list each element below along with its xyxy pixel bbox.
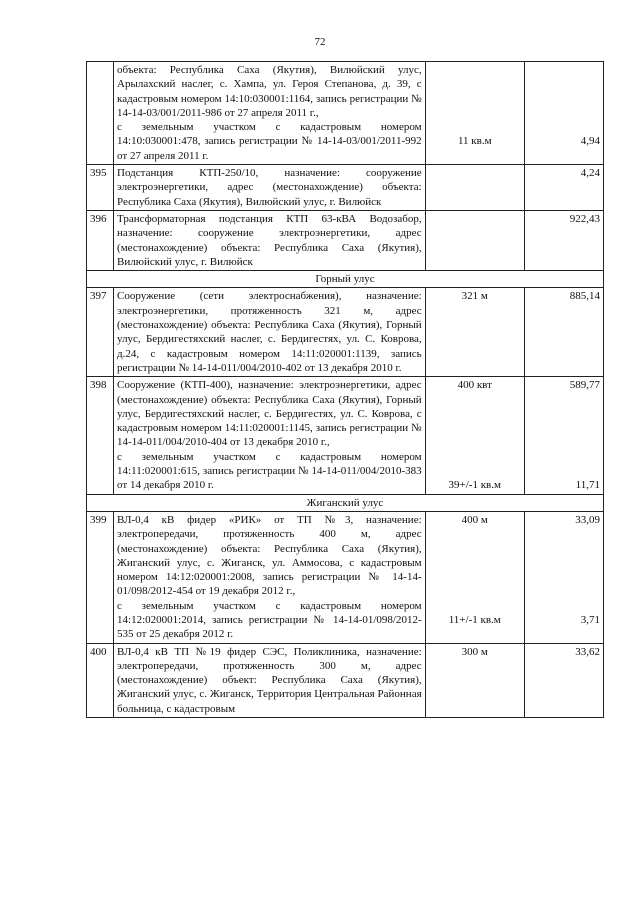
amount-value: 3,71 <box>580 613 600 626</box>
quantity-value: 11+/-1 кв.м <box>448 613 501 626</box>
value-cell <box>524 210 603 270</box>
description-part: объекта: Республика Саха (Якутия), Вилюйский улус, Арылахский наслег, с. Хампа, ул. Героя Степанова, д. 39, с кадастровым номером 14:10:030001:1164, запись регистрации № 14-14-03/001/2011-986 от 27 апреля 2011 г., <box>117 64 422 119</box>
table-row <box>87 62 604 165</box>
table-row <box>87 377 604 494</box>
quantity-cell <box>425 643 524 717</box>
quantity-value: 321 м <box>461 290 488 303</box>
amount-value: 4,94 <box>580 135 600 148</box>
amount-value: 885,14 <box>569 290 600 303</box>
row-number: 395 <box>87 165 114 211</box>
quantity-value: 39+/-1 кв.м <box>448 479 501 492</box>
quantity-cell <box>425 165 524 211</box>
object-description <box>114 210 426 270</box>
row-number <box>87 62 114 165</box>
quantity-cell <box>425 288 524 377</box>
table-row <box>87 288 604 377</box>
quantity-cell <box>425 511 524 643</box>
description-part: с земельным участком с кадастровым номером 14:10:030001:478, запись регистрации № 14-14-03/001/2011-992 от 27 апреля 2011 г. <box>117 121 422 162</box>
amount-value: 11,71 <box>575 479 600 492</box>
table-row <box>87 210 604 270</box>
description-part: ВЛ-0,4 кВ ТП №19 фидер СЭС, Поликлиника, назначение: электропередачи, протяженность 300 м, адрес (местонахождение) объект: Республика Саха (Якутия), Жиганский улус, с. Жиганск, Территория Центральная Районная больница, с кадастровым <box>117 645 422 715</box>
object-description <box>114 62 426 165</box>
object-description <box>114 165 426 211</box>
row-number: 396 <box>87 210 114 270</box>
quantity-cell <box>425 62 524 165</box>
region-header-row <box>87 271 604 288</box>
quantity-value: 300 м <box>461 645 488 658</box>
description-part: Подстанция КТП-250/10, назначение: сооружение электроэнергетики, адрес (местонахождение) объекта: Республика Саха (Якутия), Вилюйский улус, г. Вилюйск <box>117 167 422 208</box>
description-part: с земельным участком с кадастровым номером 14:11:020001:615, запись регистрации № 14-14-011/004/2010-383 от 14 декабря 2010 г. <box>117 450 422 492</box>
object-description <box>114 511 426 643</box>
quantity-value: 11 кв.м <box>457 135 492 148</box>
amount-value: 33,09 <box>575 513 600 526</box>
description-part: Сооружение (КТП-400), назначение: электроэнергетики, адрес (местонахождение) объекта: Республика Саха (Якутия), Горный улус, Бердигестяхский наслег, с. Бердигестях, ул. С. Коврова, с кадастровым номером 14:11:020001:1145, запись регистрации № 14-14-011/004/2010-404 от 13 декабря 2010 г., <box>117 379 422 449</box>
object-description <box>114 643 426 717</box>
amount-value: 4,24 <box>580 167 600 180</box>
table-row <box>87 511 604 643</box>
value-cell <box>524 288 603 377</box>
amount-value: 33,62 <box>575 645 600 658</box>
value-cell <box>524 377 603 494</box>
amount-value: 922,43 <box>569 212 600 225</box>
row-number: 399 <box>87 511 114 643</box>
table-row <box>87 643 604 717</box>
quantity-value: 400 квт <box>457 379 492 392</box>
table-row <box>87 165 604 211</box>
property-register-table <box>86 61 604 718</box>
object-description <box>114 377 426 494</box>
region-header-row <box>87 494 604 511</box>
value-cell <box>524 165 603 211</box>
value-cell <box>524 62 603 165</box>
region-header: Жиганский улус <box>87 494 604 511</box>
quantity-value: 400 м <box>461 513 488 526</box>
page-number: 72 <box>314 36 326 48</box>
row-number: 398 <box>87 377 114 494</box>
row-number: 400 <box>87 643 114 717</box>
region-header: Горный улус <box>87 271 604 288</box>
description-part: ВЛ-0,4 кВ фидер «РИК» от ТП №3, назначение: электропередачи, протяженность 400 м, адрес (местонахождение) объекта: Республика Саха (Якутия), Жиганский улус, с. Жиганск, ул. Аммосова, с кадастровым номером 14:12:020001:2008, запись регистрации № 14-14-01/098/2012-454 от 19 декабря 2012 г., <box>117 513 422 598</box>
value-cell <box>524 511 603 643</box>
description-part: Трансформаторная подстанция КТП 63-кВА Водозабор, назначение: сооружение электроэнергетики, адрес (местонахождение) объекта: Республика Саха (Якутия), Вилюйский улус, г. Вилюйск <box>117 212 422 268</box>
row-number: 397 <box>87 288 114 377</box>
object-description <box>114 288 426 377</box>
amount-value: 589,77 <box>569 379 600 392</box>
quantity-cell <box>425 210 524 270</box>
value-cell <box>524 643 603 717</box>
quantity-cell <box>425 377 524 494</box>
description-part: с земельным участком с кадастровым номером 14:12:020001:2014, запись регистрации № 14-14-01/098/2012-535 от 25 декабря 2012 г. <box>117 599 422 641</box>
description-part: Сооружение (сети электроснабжения), назначение: электроэнергетики, протяженность 321 м, адрес (местонахождение) объекта: Республика Саха (Якутия), Горный улус, Бердигестяхский наслег, с. Бердигестях, ул. С. Коврова, д.24, с кадастровым номером 14:11:020001:1139, запись регистрации № 14-14-011/004/2010-402 от 13 декабря 2010 г. <box>117 290 422 374</box>
